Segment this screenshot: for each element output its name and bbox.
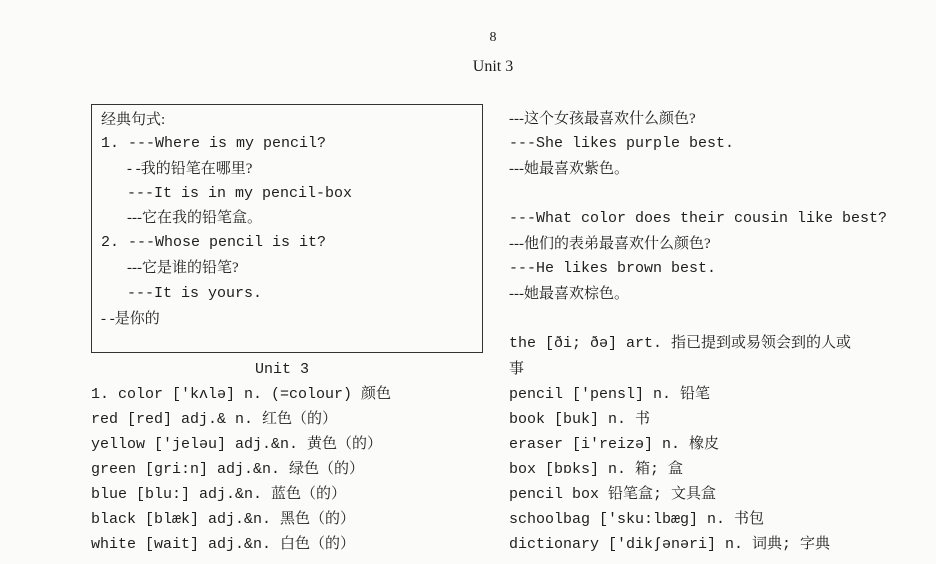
sentence-line: ---It is yours. (127, 285, 263, 302)
dialogue-line: ---她最喜欢紫色。 (509, 161, 629, 177)
vocab-entry: 事 (509, 361, 525, 377)
sentence-line: - -我的铅笔在哪里? (127, 161, 253, 177)
sentence-line: - -是你的 (101, 311, 160, 327)
vocab-entry: green [gri:n] adj.&n. 绿色（的） (91, 461, 365, 478)
vocab-entry: book [buk] n. 书 (509, 411, 651, 428)
vocab-entry: dictionary ['dikʃənəri] n. 词典; 字典 (509, 536, 831, 553)
sentence-line: ---It is in my pencil-box (127, 185, 353, 202)
vocab-entry: yellow ['jeləu] adj.&n. 黄色（的） (91, 436, 383, 453)
vocab-entry: red [red] adj.& n. 红色（的） (91, 411, 338, 428)
sentence-line: ---它是谁的铅笔? (127, 260, 239, 276)
dialogue-line: ---他们的表弟最喜欢什么颜色? (509, 236, 711, 252)
sentence-line: ---它在我的铅笔盒。 (127, 210, 262, 226)
dialogue-line: ---她最喜欢棕色。 (509, 286, 629, 302)
vocab-entry: white [wait] adj.&n. 白色（的） (91, 536, 356, 553)
vocab-entry: pencil box 铅笔盒; 文具盒 (509, 486, 717, 503)
unit-header: Unit 3 (472, 58, 514, 75)
vocab-entry: box [bɒks] n. 箱; 盒 (509, 461, 684, 478)
dialogue-line: ---He likes brown best. (509, 260, 717, 277)
vocab-entry: the [ði; ðə] art. 指已提到或易领会到的人或 (509, 335, 852, 352)
vocab-title: Unit 3 (255, 361, 310, 378)
vocab-entry: pencil ['pensl] n. 铅笔 (509, 386, 711, 403)
vocab-entry: 1. color ['kʌlə] n. (=colour) 颜色 (91, 386, 392, 403)
sentence-line: 1. ---Where is my pencil? (101, 135, 327, 152)
sentence-box-title: 经典句式: (101, 112, 166, 128)
vocab-entry: black [blæk] adj.&n. 黑色（的） (91, 511, 356, 528)
dialogue-line: ---这个女孩最喜欢什么颜色? (509, 111, 696, 127)
page-number: 8 (489, 30, 497, 45)
vocab-entry: schoolbag ['sku:lbæg] n. 书包 (509, 511, 765, 528)
sentence-line: 2. ---Whose pencil is it? (101, 234, 327, 251)
dialogue-line: ---What color does their cousin like best? (509, 210, 888, 227)
vocab-entry: blue [blu:] adj.&n. 蓝色（的） (91, 486, 347, 503)
vocab-entry: eraser [i'reizə] n. 橡皮 (509, 436, 720, 453)
dialogue-line: ---She likes purple best. (509, 135, 735, 152)
